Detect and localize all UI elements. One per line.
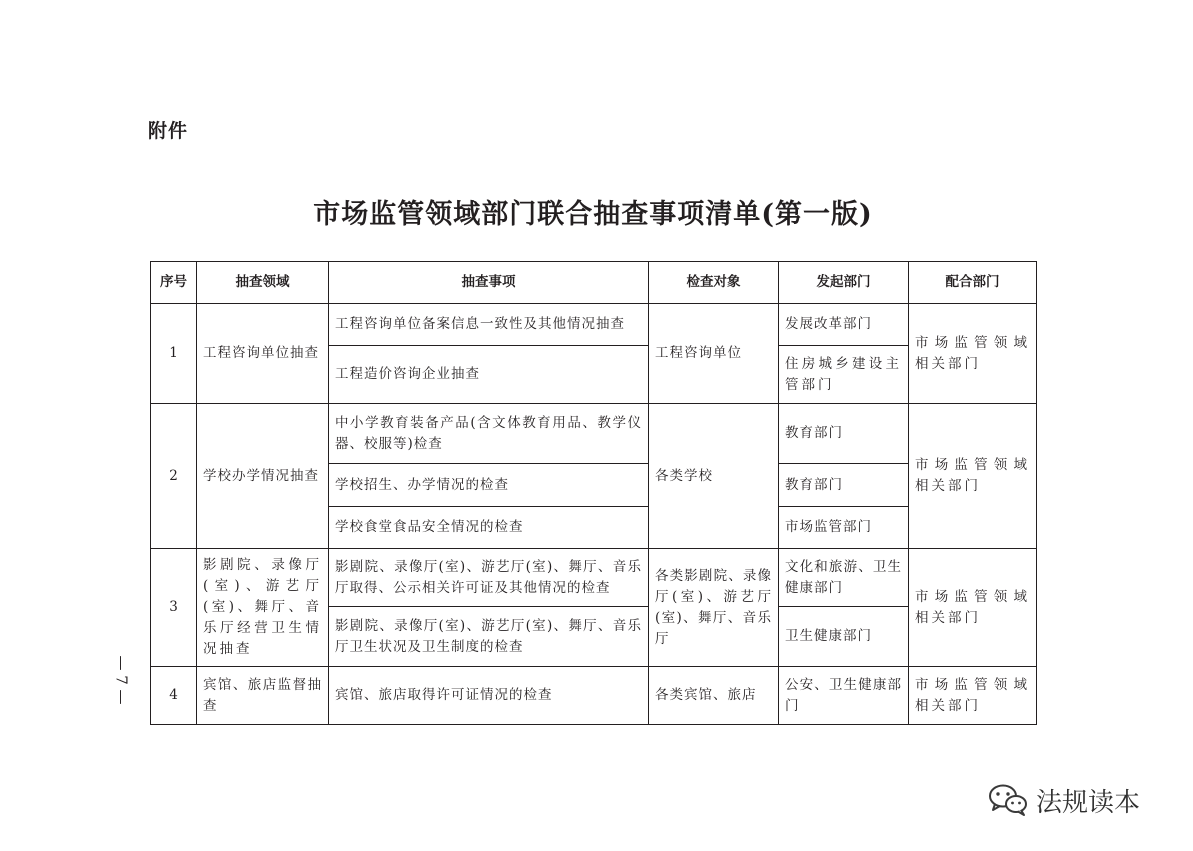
header-no: 序号 bbox=[151, 262, 197, 304]
row-no: 4 bbox=[151, 667, 197, 725]
row-initiator: 文化和旅游、卫生健康部门 bbox=[779, 549, 909, 607]
watermark-text: 法规读本 bbox=[1036, 787, 1141, 818]
row-cooperator: 市场监管领域相关部门 bbox=[909, 667, 1037, 725]
header-cooperator: 配合部门 bbox=[909, 262, 1037, 304]
row-initiator: 教育部门 bbox=[779, 464, 909, 507]
inspection-table bbox=[150, 261, 1037, 725]
attachment-label: 附件 bbox=[148, 120, 189, 142]
row-initiator: 卫生健康部门 bbox=[779, 607, 909, 667]
header-field: 抽查领域 bbox=[197, 262, 329, 304]
row-initiator: 住房城乡建设主管部门 bbox=[779, 346, 909, 404]
row-object: 各类影剧院、录像厅(室)、游艺厅(室)、舞厅、音乐厅 bbox=[649, 549, 779, 667]
row-initiator: 市场监管部门 bbox=[779, 507, 909, 549]
row-item: 学校招生、办学情况的检查 bbox=[329, 464, 649, 507]
header-object: 检查对象 bbox=[649, 262, 779, 304]
row-no: 2 bbox=[151, 404, 197, 549]
row-object: 工程咨询单位 bbox=[649, 304, 779, 404]
table-row bbox=[151, 549, 1037, 607]
page-number-text: — 7 — bbox=[113, 655, 131, 705]
row-cooperator: 市场监管领域相关部门 bbox=[909, 304, 1037, 404]
row-no: 3 bbox=[151, 549, 197, 667]
row-initiator: 公安、卫生健康部门 bbox=[779, 667, 909, 725]
row-item: 宾馆、旅店取得许可证情况的检查 bbox=[329, 667, 649, 725]
row-object: 各类学校 bbox=[649, 404, 779, 549]
row-cooperator: 市场监管领域相关部门 bbox=[909, 404, 1037, 549]
row-object: 各类宾馆、旅店 bbox=[649, 667, 779, 725]
header-item: 抽查事项 bbox=[329, 262, 649, 304]
row-item: 影剧院、录像厅(室)、游艺厅(室)、舞厅、音乐厅卫生状况及卫生制度的检查 bbox=[329, 607, 649, 667]
watermark bbox=[988, 780, 1140, 820]
row-cooperator: 市场监管领域相关部门 bbox=[909, 549, 1037, 667]
row-item: 影剧院、录像厅(室)、游艺厅(室)、舞厅、音乐厅取得、公示相关许可证及其他情况的检查 bbox=[329, 549, 649, 607]
row-field: 学校办学情况抽查 bbox=[197, 404, 329, 549]
table-row bbox=[151, 304, 1037, 346]
row-initiator: 发展改革部门 bbox=[779, 304, 909, 346]
row-field: 宾馆、旅店监督抽查 bbox=[197, 667, 329, 725]
row-no: 1 bbox=[151, 304, 197, 404]
header-row bbox=[151, 262, 1037, 304]
row-field: 工程咨询单位抽查 bbox=[197, 304, 329, 404]
row-item: 学校食堂食品安全情况的检查 bbox=[329, 507, 649, 549]
row-field: 影剧院、录像厅(室)、游艺厅(室)、舞厅、音乐厅经营卫生情况抽查 bbox=[197, 549, 329, 667]
page-number bbox=[110, 650, 134, 710]
header-initiator: 发起部门 bbox=[779, 262, 909, 304]
document-title: 市场监管领域部门联合抽查事项清单(第一版) bbox=[313, 199, 873, 230]
wechat-icon bbox=[988, 783, 1028, 817]
row-item: 工程咨询单位备案信息一致性及其他情况抽查 bbox=[329, 304, 649, 346]
row-item: 中小学教育装备产品(含文体教育用品、教学仪器、校服等)检查 bbox=[329, 404, 649, 464]
row-initiator: 教育部门 bbox=[779, 404, 909, 464]
row-item: 工程造价咨询企业抽查 bbox=[329, 346, 649, 404]
table-row bbox=[151, 667, 1037, 725]
table-row bbox=[151, 404, 1037, 464]
